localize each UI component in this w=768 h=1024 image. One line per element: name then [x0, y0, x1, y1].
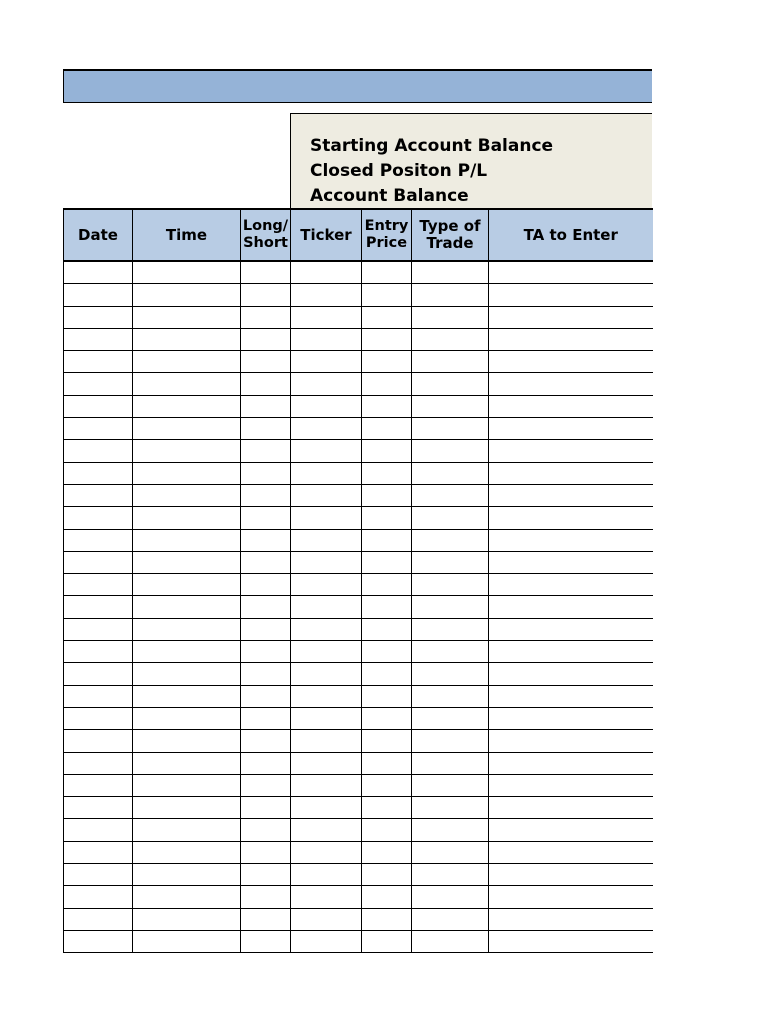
cell-ticker[interactable] [291, 886, 362, 908]
cell-date[interactable] [64, 663, 133, 685]
cell-time[interactable] [133, 752, 241, 774]
cell-time[interactable] [133, 484, 241, 506]
cell-long-short[interactable] [241, 462, 291, 484]
column-header-type-of-trade: Type of Trade [412, 209, 489, 261]
cell-date[interactable] [64, 819, 133, 841]
starting-balance-label: Starting Account Balance [310, 136, 554, 156]
cell-long-short[interactable] [241, 707, 291, 729]
cell-ta-to-enter[interactable] [489, 596, 653, 618]
table-row [64, 864, 653, 886]
cell-date[interactable] [64, 328, 133, 350]
cell-type-of-trade[interactable] [412, 908, 489, 930]
cell-entry-price[interactable] [362, 462, 412, 484]
cell-long-short[interactable] [241, 529, 291, 551]
cell-long-short[interactable] [241, 284, 291, 306]
cell-ticker[interactable] [291, 306, 362, 328]
cell-ta-to-enter[interactable] [489, 551, 653, 573]
cell-entry-price[interactable] [362, 596, 412, 618]
table-row [64, 641, 653, 663]
cell-date[interactable] [64, 261, 133, 284]
cell-ticker[interactable] [291, 596, 362, 618]
cell-ticker[interactable] [291, 373, 362, 395]
cell-time[interactable] [133, 730, 241, 752]
table-row [64, 841, 653, 863]
cell-ticker[interactable] [291, 930, 362, 952]
cell-entry-price[interactable] [362, 930, 412, 952]
cell-time[interactable] [133, 641, 241, 663]
cell-ticker[interactable] [291, 418, 362, 440]
cell-type-of-trade[interactable] [412, 641, 489, 663]
cell-time[interactable] [133, 574, 241, 596]
cell-date[interactable] [64, 841, 133, 863]
table-body [64, 261, 653, 953]
cell-ta-to-enter[interactable] [489, 930, 653, 952]
cell-long-short[interactable] [241, 395, 291, 417]
table-row [64, 373, 653, 395]
cell-type-of-trade[interactable] [412, 618, 489, 640]
table-row [64, 484, 653, 506]
cell-ta-to-enter[interactable] [489, 752, 653, 774]
cell-ticker[interactable] [291, 462, 362, 484]
table-row [64, 930, 653, 952]
cell-long-short[interactable] [241, 841, 291, 863]
cell-time[interactable] [133, 707, 241, 729]
cell-entry-price[interactable] [362, 507, 412, 529]
cell-type-of-trade[interactable] [412, 685, 489, 707]
cell-long-short[interactable] [241, 641, 291, 663]
cell-type-of-trade[interactable] [412, 774, 489, 796]
cell-time[interactable] [133, 328, 241, 350]
cell-long-short[interactable] [241, 440, 291, 462]
cell-time[interactable] [133, 864, 241, 886]
cell-ticker[interactable] [291, 797, 362, 819]
account-balance-label: Account Balance [310, 186, 469, 206]
cell-type-of-trade[interactable] [412, 284, 489, 306]
cell-ticker[interactable] [291, 284, 362, 306]
cell-time[interactable] [133, 819, 241, 841]
cell-long-short[interactable] [241, 864, 291, 886]
cell-time[interactable] [133, 440, 241, 462]
cell-type-of-trade[interactable] [412, 707, 489, 729]
cell-type-of-trade[interactable] [412, 507, 489, 529]
cell-time[interactable] [133, 284, 241, 306]
cell-date[interactable] [64, 774, 133, 796]
cell-date[interactable] [64, 484, 133, 506]
cell-type-of-trade[interactable] [412, 596, 489, 618]
cell-ticker[interactable] [291, 707, 362, 729]
table-row [64, 440, 653, 462]
cell-entry-price[interactable] [362, 440, 412, 462]
table-row [64, 328, 653, 350]
cell-ticker[interactable] [291, 774, 362, 796]
cell-entry-price[interactable] [362, 373, 412, 395]
table-row [64, 418, 653, 440]
cell-type-of-trade[interactable] [412, 351, 489, 373]
cell-date[interactable] [64, 618, 133, 640]
cell-ta-to-enter[interactable] [489, 641, 653, 663]
cell-type-of-trade[interactable] [412, 462, 489, 484]
cell-entry-price[interactable] [362, 864, 412, 886]
cell-long-short[interactable] [241, 418, 291, 440]
table-row [64, 908, 653, 930]
cell-entry-price[interactable] [362, 641, 412, 663]
table-row [64, 306, 653, 328]
cell-date[interactable] [64, 418, 133, 440]
cell-ticker[interactable] [291, 663, 362, 685]
cell-type-of-trade[interactable] [412, 752, 489, 774]
cell-date[interactable] [64, 886, 133, 908]
cell-long-short[interactable] [241, 484, 291, 506]
cell-entry-price[interactable] [362, 529, 412, 551]
cell-ta-to-enter[interactable] [489, 841, 653, 863]
cell-entry-price[interactable] [362, 707, 412, 729]
cell-ta-to-enter[interactable] [489, 529, 653, 551]
cell-entry-price[interactable] [362, 351, 412, 373]
cell-date[interactable] [64, 351, 133, 373]
cell-date[interactable] [64, 306, 133, 328]
table-row [64, 261, 653, 284]
cell-ta-to-enter[interactable] [489, 484, 653, 506]
cell-date[interactable] [64, 908, 133, 930]
cell-ticker[interactable] [291, 730, 362, 752]
cell-type-of-trade[interactable] [412, 440, 489, 462]
cell-long-short[interactable] [241, 752, 291, 774]
column-header-date: Date [64, 209, 133, 261]
cell-date[interactable] [64, 797, 133, 819]
table-row [64, 507, 653, 529]
cell-time[interactable] [133, 886, 241, 908]
cell-date[interactable] [64, 395, 133, 417]
table-row [64, 663, 653, 685]
table-row [64, 395, 653, 417]
cell-ta-to-enter[interactable] [489, 306, 653, 328]
cell-ta-to-enter[interactable] [489, 707, 653, 729]
cell-date[interactable] [64, 930, 133, 952]
cell-type-of-trade[interactable] [412, 261, 489, 284]
cell-type-of-trade[interactable] [412, 328, 489, 350]
cell-time[interactable] [133, 596, 241, 618]
cell-time[interactable] [133, 529, 241, 551]
cell-time[interactable] [133, 797, 241, 819]
table-row [64, 351, 653, 373]
table-row [64, 284, 653, 306]
trade-log-table [63, 208, 653, 953]
cell-long-short[interactable] [241, 908, 291, 930]
table-row [64, 685, 653, 707]
cell-time[interactable] [133, 351, 241, 373]
cell-ticker[interactable] [291, 841, 362, 863]
cell-time[interactable] [133, 373, 241, 395]
cell-date[interactable] [64, 685, 133, 707]
cell-ticker[interactable] [291, 351, 362, 373]
cell-date[interactable] [64, 373, 133, 395]
column-header-ta-to-enter: TA to Enter [489, 209, 653, 261]
cell-time[interactable] [133, 930, 241, 952]
cell-type-of-trade[interactable] [412, 306, 489, 328]
cell-ta-to-enter[interactable] [489, 819, 653, 841]
cell-entry-price[interactable] [362, 797, 412, 819]
cell-time[interactable] [133, 663, 241, 685]
cell-entry-price[interactable] [362, 841, 412, 863]
table-row [64, 819, 653, 841]
closed-position-pl-label: Closed Positon P/L [310, 161, 488, 181]
cell-date[interactable] [64, 462, 133, 484]
cell-entry-price[interactable] [362, 261, 412, 284]
cell-time[interactable] [133, 618, 241, 640]
cell-ta-to-enter[interactable] [489, 908, 653, 930]
cell-ta-to-enter[interactable] [489, 774, 653, 796]
cell-long-short[interactable] [241, 930, 291, 952]
cell-ta-to-enter[interactable] [489, 261, 653, 284]
table-row [64, 886, 653, 908]
cell-date[interactable] [64, 507, 133, 529]
cell-long-short[interactable] [241, 730, 291, 752]
cell-ticker[interactable] [291, 641, 362, 663]
cell-type-of-trade[interactable] [412, 886, 489, 908]
cell-entry-price[interactable] [362, 819, 412, 841]
table-header-row [64, 209, 653, 261]
cell-ta-to-enter[interactable] [489, 730, 653, 752]
cell-ta-to-enter[interactable] [489, 685, 653, 707]
cell-entry-price[interactable] [362, 774, 412, 796]
cell-date[interactable] [64, 529, 133, 551]
cell-time[interactable] [133, 418, 241, 440]
cell-date[interactable] [64, 752, 133, 774]
cell-entry-price[interactable] [362, 574, 412, 596]
cell-ta-to-enter[interactable] [489, 418, 653, 440]
cell-date[interactable] [64, 641, 133, 663]
title-bar [63, 69, 652, 103]
cell-type-of-trade[interactable] [412, 418, 489, 440]
cell-long-short[interactable] [241, 373, 291, 395]
table-row [64, 618, 653, 640]
cell-ticker[interactable] [291, 261, 362, 284]
cell-entry-price[interactable] [362, 886, 412, 908]
cell-ta-to-enter[interactable] [489, 351, 653, 373]
cell-entry-price[interactable] [362, 551, 412, 573]
cell-ta-to-enter[interactable] [489, 373, 653, 395]
cell-time[interactable] [133, 774, 241, 796]
cell-long-short[interactable] [241, 328, 291, 350]
column-header-long-short: Long/ Short [241, 209, 291, 261]
table-row [64, 574, 653, 596]
cell-date[interactable] [64, 707, 133, 729]
cell-ta-to-enter[interactable] [489, 284, 653, 306]
cell-ticker[interactable] [291, 618, 362, 640]
column-header-time: Time [133, 209, 241, 261]
cell-long-short[interactable] [241, 797, 291, 819]
cell-long-short[interactable] [241, 819, 291, 841]
cell-date[interactable] [64, 596, 133, 618]
cell-ticker[interactable] [291, 551, 362, 573]
cell-ticker[interactable] [291, 484, 362, 506]
cell-ta-to-enter[interactable] [489, 462, 653, 484]
cell-ta-to-enter[interactable] [489, 797, 653, 819]
cell-ta-to-enter[interactable] [489, 395, 653, 417]
cell-date[interactable] [64, 284, 133, 306]
cell-type-of-trade[interactable] [412, 395, 489, 417]
table-row [64, 752, 653, 774]
cell-time[interactable] [133, 841, 241, 863]
table-row [64, 529, 653, 551]
cell-entry-price[interactable] [362, 752, 412, 774]
column-header-entry-price: Entry Price [362, 209, 412, 261]
cell-ticker[interactable] [291, 328, 362, 350]
cell-ta-to-enter[interactable] [489, 328, 653, 350]
cell-type-of-trade[interactable] [412, 484, 489, 506]
table-row [64, 462, 653, 484]
cell-long-short[interactable] [241, 351, 291, 373]
cell-entry-price[interactable] [362, 484, 412, 506]
cell-type-of-trade[interactable] [412, 551, 489, 573]
cell-time[interactable] [133, 261, 241, 284]
cell-ticker[interactable] [291, 507, 362, 529]
cell-entry-price[interactable] [362, 395, 412, 417]
cell-ta-to-enter[interactable] [489, 864, 653, 886]
cell-ticker[interactable] [291, 908, 362, 930]
cell-time[interactable] [133, 462, 241, 484]
cell-ticker[interactable] [291, 864, 362, 886]
cell-ticker[interactable] [291, 395, 362, 417]
cell-ta-to-enter[interactable] [489, 440, 653, 462]
cell-entry-price[interactable] [362, 908, 412, 930]
cell-ta-to-enter[interactable] [489, 618, 653, 640]
cell-type-of-trade[interactable] [412, 841, 489, 863]
cell-entry-price[interactable] [362, 306, 412, 328]
cell-type-of-trade[interactable] [412, 373, 489, 395]
cell-date[interactable] [64, 730, 133, 752]
cell-entry-price[interactable] [362, 284, 412, 306]
cell-date[interactable] [64, 864, 133, 886]
cell-ta-to-enter[interactable] [489, 574, 653, 596]
cell-ticker[interactable] [291, 440, 362, 462]
cell-long-short[interactable] [241, 574, 291, 596]
table-row [64, 730, 653, 752]
cell-type-of-trade[interactable] [412, 819, 489, 841]
cell-long-short[interactable] [241, 507, 291, 529]
cell-long-short[interactable] [241, 261, 291, 284]
cell-date[interactable] [64, 551, 133, 573]
cell-type-of-trade[interactable] [412, 529, 489, 551]
table-row [64, 551, 653, 573]
cell-time[interactable] [133, 685, 241, 707]
cell-long-short[interactable] [241, 774, 291, 796]
table-row [64, 774, 653, 796]
cell-date[interactable] [64, 440, 133, 462]
account-summary-box [290, 113, 652, 209]
table-row [64, 707, 653, 729]
cell-type-of-trade[interactable] [412, 930, 489, 952]
cell-entry-price[interactable] [362, 618, 412, 640]
cell-type-of-trade[interactable] [412, 574, 489, 596]
cell-entry-price[interactable] [362, 663, 412, 685]
cell-long-short[interactable] [241, 685, 291, 707]
cell-time[interactable] [133, 395, 241, 417]
cell-time[interactable] [133, 551, 241, 573]
cell-long-short[interactable] [241, 551, 291, 573]
cell-ta-to-enter[interactable] [489, 886, 653, 908]
cell-entry-price[interactable] [362, 730, 412, 752]
cell-long-short[interactable] [241, 596, 291, 618]
cell-ticker[interactable] [291, 819, 362, 841]
cell-ta-to-enter[interactable] [489, 507, 653, 529]
cell-type-of-trade[interactable] [412, 864, 489, 886]
cell-entry-price[interactable] [362, 418, 412, 440]
cell-long-short[interactable] [241, 663, 291, 685]
cell-entry-price[interactable] [362, 685, 412, 707]
cell-date[interactable] [64, 574, 133, 596]
cell-type-of-trade[interactable] [412, 663, 489, 685]
cell-ticker[interactable] [291, 752, 362, 774]
cell-ta-to-enter[interactable] [489, 663, 653, 685]
cell-time[interactable] [133, 507, 241, 529]
cell-entry-price[interactable] [362, 328, 412, 350]
cell-ticker[interactable] [291, 685, 362, 707]
cell-long-short[interactable] [241, 886, 291, 908]
cell-type-of-trade[interactable] [412, 730, 489, 752]
cell-time[interactable] [133, 908, 241, 930]
cell-ticker[interactable] [291, 574, 362, 596]
cell-ticker[interactable] [291, 529, 362, 551]
cell-time[interactable] [133, 306, 241, 328]
table-row [64, 797, 653, 819]
cell-long-short[interactable] [241, 618, 291, 640]
column-header-ticker: Ticker [291, 209, 362, 261]
cell-long-short[interactable] [241, 306, 291, 328]
cell-type-of-trade[interactable] [412, 797, 489, 819]
table-row [64, 596, 653, 618]
